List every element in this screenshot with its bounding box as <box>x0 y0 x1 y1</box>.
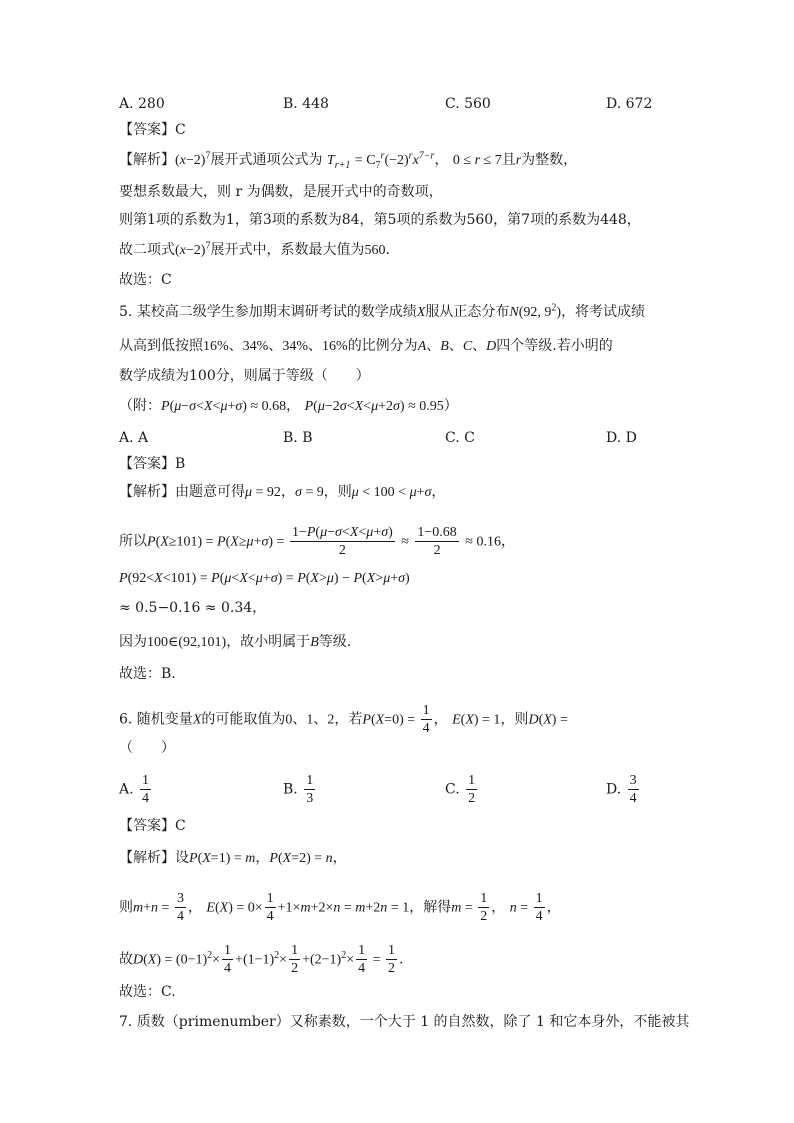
q6-fraction-quarter: $\frac{1}{4}$ <box>422 703 430 736</box>
q5-analysis-line-2: 所以P(X≥101) = P(X≥μ+σ) = $\frac{1-P(\mu-\sigma<X<\mu+\sigma)}{2}$ ≈ $\frac{1-0.68}{2}$ ≈ 0.16， <box>119 525 515 558</box>
q5-analysis-line-1: 【解析】由题意可得μ = 92，σ = 9，则μ < 100 < μ+σ， <box>119 484 446 500</box>
q5-analysis-line-4: ≈ 0.5−0.16 ≈ 0.34， <box>119 600 267 616</box>
q6-option-b: B. $\frac{1}{3}$ <box>283 773 314 806</box>
q6-option-c: C. $\frac{1}{2}$ <box>445 773 476 806</box>
q4-analysis-line-3: 则第1项的系数为1，第3项的系数为84，第5项的系数为560，第7项的系数为448， <box>119 212 641 228</box>
q4-option-b: B. 448 <box>283 96 329 112</box>
q5-analysis-line-3: P(92<X<101) = P(μ<X<μ+σ) = P(X>μ) − P(X>μ+σ) <box>119 571 410 586</box>
q5-option-d: D. D <box>606 430 637 446</box>
q7-stem-line-1: 7. 质数（primenumber）又称素数，一个大于 1 的自然数，除了 1 和它本身外，不能被其 <box>119 1014 690 1030</box>
q4-answer: 【答案】C <box>119 122 186 138</box>
q4-option-d: D. 672 <box>606 96 653 112</box>
q4-analysis-line-1: 【解析】$(x-2)^7$展开式通项公式为 $T_{r+1} = C_7^r(-2)^rx^{7-r}$， 0 ≤ r ≤ 7且r为整数， <box>119 150 578 171</box>
q4-option-a: A. 280 <box>119 96 165 112</box>
q6-stem-line-1: 6. 随机变量X的可能取值为0、1、2，若P(X=0) = $\frac{1}{4}$ ， E(X) = 1，则D(X) = <box>119 703 568 736</box>
q5-option-b: B. B <box>283 430 313 446</box>
q5-stem-line-4: （附：P(μ−σ<X<μ+σ) ≈ 0.68， P(μ−2σ<X<μ+2σ) ≈ 0.95） <box>119 398 458 414</box>
q5-choose: 故选：B. <box>119 666 176 682</box>
q5-stem-line-3: 数学成绩为100分，则属于等级（ ） <box>119 368 370 384</box>
q6-analysis-line-3: 故$D(X) = (0-1)^2\times$ $\frac{1}{4}$ $+(1-1)^2\times$ $\frac{1}{2}$ $+(2-1)^2\times$ $\frac{1}{4}$ = $\frac{1}{2}$ . <box>119 943 404 976</box>
q4-option-c: C. 560 <box>445 96 491 112</box>
q4-analysis-label: 【解析】 <box>119 152 175 168</box>
q5-fraction-2: $\frac{1-0.68}{2}$ <box>417 525 457 558</box>
q4-analysis-line-2: 要想系数最大，则 r 为偶数，是展开式中的奇数项， <box>119 184 443 200</box>
q5-stem-line-2: 从高到低按照16%、34%、34%、16%的比例分为A、B、C、D四个等级.若小明的 <box>119 338 613 354</box>
q4-analysis-line-4: 故二项式$(x-2)^7$展开式中，系数最大值为560. <box>119 240 390 258</box>
q6-answer: 【答案】C <box>119 818 186 834</box>
q6-option-d: D. $\frac{3}{4}$ <box>606 773 637 806</box>
q6-option-a: A. $\frac{1}{4}$ <box>119 773 150 806</box>
q4-choose: 故选：C <box>119 272 172 288</box>
q5-option-a: A. A <box>119 430 149 446</box>
q6-analysis-line-1: 【解析】设P(X=1) = m，P(X=2) = n， <box>119 850 347 866</box>
q5-fraction-1: $\frac{1-P(\mu-\sigma<X<\mu+\sigma)}{2}$ <box>291 525 393 558</box>
q5-analysis-line-5: 因为100∈(92,101)，故小明属于B等级. <box>119 634 352 650</box>
q5-answer: 【答案】B <box>119 456 186 472</box>
q6-stem-line-2: （ ） <box>119 740 175 756</box>
q6-analysis-line-2: 则m+n = $\frac{3}{4}$ ， E(X) = 0× $\frac{1}{4}$ +1×m+2×n = m+2n = 1，解得m = $\frac{1}{2}$ ， n = $\frac{1}{4}$ ， <box>119 891 561 924</box>
q6-choose: 故选：C. <box>119 984 176 1000</box>
q5-stem-line-1: 5. 某校高二级学生参加期末调研考试的数学成绩X服从正态分布N(92, $9^2$)，将考试成绩 <box>119 302 646 320</box>
q5-option-c: C. C <box>445 430 475 446</box>
